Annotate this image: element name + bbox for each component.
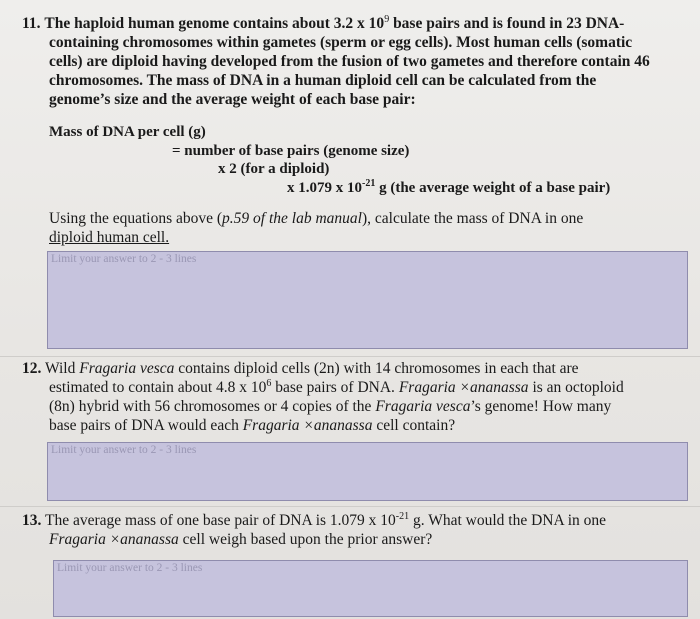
answer-box-13[interactable] xyxy=(53,560,688,617)
question-13: 13. The average mass of one base pair of DNA is 1.079 x $10^{-21}$ g. What would the DNA in one Fragaria ×ananassa cell weigh based upon the prior answer? xyxy=(22,510,607,548)
answer-box-12[interactable] xyxy=(47,442,688,501)
question-12: 12. Wild Fragaria vesca contains diploid cells (2n) with 14 chromosomes in each that are estimated to contain about 4.8 x $10^6$ base pairs of DNA. Fragaria ×ananassa is an octoploid (8n) hybrid with 56 chromosomes or 4 copies of the Fragaria vesca’s genome! How many base pairs of DNA would each Fragaria ×ananassa cell contain? xyxy=(22,360,624,434)
question-text: The haploid human genome contains about 3.2 x 10 xyxy=(44,15,385,32)
question-text: genome’s size and the average weight of each base pair: xyxy=(49,91,416,108)
exponent: 9 xyxy=(384,13,390,25)
formula-line: x 2 (for a diploid) xyxy=(218,161,330,177)
answer-placeholder: Limit your answer to 2 - 3 lines xyxy=(51,253,197,265)
divider xyxy=(0,356,700,357)
answer-placeholder: Limit your answer to 2 - 3 lines xyxy=(51,444,197,456)
divider xyxy=(0,506,700,507)
question-text: chromosomes. The mass of DNA in a human diploid cell can be calculated from the xyxy=(49,72,597,89)
formula-label: Mass of DNA per cell (g) xyxy=(49,124,206,140)
question-number: 12. xyxy=(22,360,42,377)
question-text: base pairs and is found in 23 DNA- xyxy=(389,15,625,32)
formula-line: x 1.079 x $10^{-21}$ g (the average weight of a base pair) xyxy=(287,178,611,196)
question-number: 11. xyxy=(22,15,41,32)
exponent: -21 xyxy=(362,178,376,189)
exponent: 6 xyxy=(266,377,272,389)
answer-placeholder: Limit your answer to 2 - 3 lines xyxy=(57,562,203,574)
formula-line: = number of base pairs (genome size) xyxy=(172,143,410,159)
question-text: cells) are diploid having developed from the fusion of two gametes and therefore contain 46 xyxy=(49,53,650,70)
question-11-instruction: Using the equations above (p.59 of the lab manual), calculate the mass of DNA in one diploid human cell. xyxy=(49,210,584,246)
question-11 xyxy=(22,14,692,109)
answer-box-11[interactable] xyxy=(47,251,688,349)
question-number: 13. xyxy=(22,512,42,529)
exponent: -21 xyxy=(395,510,410,522)
question-text: containing chromosomes within gametes (sperm or egg cells). Most human cells (somatic xyxy=(49,34,633,51)
